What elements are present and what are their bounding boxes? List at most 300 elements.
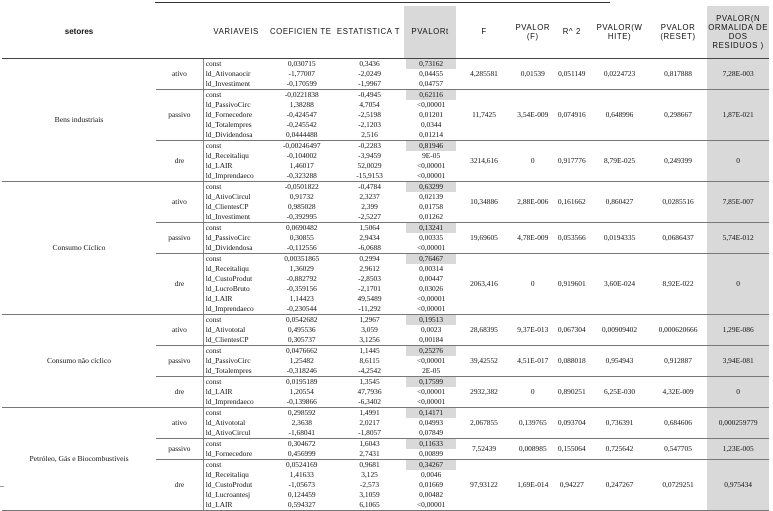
pvalue-t-list [404,407,455,438]
t-statistic-list-value: 3,059 [361,324,378,334]
coefficient-list-value: -0,318246 [286,365,317,375]
pvalue-t-list [404,253,455,314]
pvalue-reset: 0,0729251 [649,459,708,510]
variable-list-value: ld_Ativonaocir [205,68,251,78]
coefficient-list [269,459,333,510]
pvalue-normality: 0 [707,253,769,314]
coefficient-list-value: 0,0542682 [286,314,318,324]
f-value: 7,52439 [456,438,512,459]
pvalue-reset: 8,92E-022 [649,253,708,314]
pvalue-reset: 0,0285516 [649,181,708,222]
variable-list [203,438,269,459]
variable-list-value: ld_ClientesCP [205,201,249,211]
pvalue-f: 0,139765 [512,407,553,438]
variable-list [203,222,269,253]
t-statistic-list-value: 1,1445 [359,345,380,355]
pvalue-t-list-value: 0,01262 [419,211,444,221]
variable-list-value: ld_PassivoCirc [205,355,251,365]
table-row [2,407,769,438]
coefficient-list-value: -0,0501822 [284,181,319,191]
variable-list-value: ld_CustoProdut [205,479,253,489]
coefficient-list-value: -0,112556 [286,242,317,252]
pvalue-normality: 3,94E-081 [707,345,769,376]
coefficient-list [269,314,333,345]
coefficient-list-value: -0,230544 [286,303,317,313]
pvalue-t-list-value: 0,19513 [406,315,455,325]
f-value: 2,067855 [456,407,512,438]
t-statistic-list-value: 2,399 [361,201,378,211]
coefficient-list-value: 1,36029 [289,263,314,273]
coefficient-list-value: -0,139866 [286,396,317,406]
pvalue-f: 0 [512,376,553,407]
variable-list-value: const [205,140,222,150]
variable-list-value: ld_PassivoCirc [205,99,251,109]
pvalue-t-list-value: 0,34267 [406,460,455,470]
pvalue-t-list-value: 0,0023 [420,324,442,334]
variable-list-value: const [205,89,222,99]
f-value: 2932,382 [456,376,512,407]
t-statistic-list-value: -2,5227 [358,211,381,221]
pvalue-f: 0 [512,140,553,181]
f-value: 19,69605 [456,222,512,253]
variable-list [203,345,269,376]
header-estatistica: ESTATISTICA T [333,6,405,58]
variable-list-value: ld_LAIR [205,386,233,396]
pvalue-t-list-value: 0,04993 [419,417,444,427]
t-statistic-list-value: 2,0217 [359,417,380,427]
coefficient-list-value: 0,030715 [287,58,316,68]
coefficient-list-value: -0,0221838 [284,89,319,99]
pvalue-t-list-value: 0,17599 [406,377,455,387]
pvalue-f: 0 [512,253,553,314]
left-margin-mark: – [0,481,4,490]
variable-list-value: ld_LAIR [205,499,233,509]
variable-list-value: ld_CustoProdut [205,273,253,283]
variable-list-value: ld_Imprendaeco [205,303,254,313]
t-statistic-list [333,89,405,140]
pvalue-t-list-value: 0,01201 [419,109,444,119]
variable-list-value: ld_Dividendosa [205,242,253,252]
f-value: 11,7425 [456,89,512,140]
variable-list [203,140,269,181]
coefficient-list [269,58,333,89]
t-statistic-list [333,459,405,510]
f-value: 28,68395 [456,314,512,345]
variable-list-value: const [205,438,222,448]
r-squared: 0,088018 [553,345,590,376]
t-statistic-list-value: -1,8057 [358,427,381,437]
variable-list-value: const [205,314,222,324]
t-statistic-list-value: -2,1203 [358,119,381,129]
variable-list-value: ld_Ativototal [205,417,246,427]
pvalue-white: 0,736391 [590,407,649,438]
coefficient-list-value: -0,424547 [286,109,317,119]
pvalue-white: 8,79E-025 [590,140,649,181]
coefficient-list-value: -0,170599 [286,78,317,88]
coefficient-list-value: -1,77007 [288,68,315,78]
pvalue-t-list [404,314,455,345]
coefficient-list [269,345,333,376]
r-squared: 0,053566 [553,222,590,253]
pvalue-normality: 1,23E-005 [707,438,769,459]
coefficient-list-value: 1,14423 [289,293,314,303]
t-statistic-list-value: 2,9434 [359,232,380,242]
variable-list-value: ld_Dividendosa [205,129,253,139]
group-label: passivo [156,345,203,376]
f-value: 39,42552 [456,345,512,376]
pvalue-t-list [404,181,455,222]
pvalue-normality: 5,74E-012 [707,222,769,253]
t-statistic-list-value: 6,1065 [359,499,380,509]
pvalue-white: 0,247267 [590,459,649,510]
group-label: passivo [156,438,203,459]
coefficient-list-value: 0,00351865 [284,253,320,263]
pvalue-t-list-value: 0,11633 [406,439,455,449]
pvalue-f: 0,01539 [512,58,553,89]
pvalue-t-list-value: 0,13241 [406,223,455,233]
t-statistic-list-value: 2,7431 [359,448,380,458]
pvalue-t-list-value: 0,81946 [406,141,455,151]
coefficient-list-value: -1,05673 [288,479,315,489]
coefficient-list-value: 1,20554 [289,386,314,396]
variable-list-value: ld_Investiment [205,78,251,88]
pvalue-t-list-value: 0,0344 [420,119,442,129]
pvalue-t-list-value: 0,00899 [419,448,444,458]
pvalue-white: 0,0194335 [590,222,649,253]
pvalue-t-list-value: 0,03026 [419,283,444,293]
pvalue-t-list-value: 0,04757 [419,78,444,88]
header-blank [156,6,203,58]
variable-list-value: const [205,345,222,355]
pvalue-normality: 1,87E-021 [707,89,769,140]
variable-list-value: ld_Fornecedore [205,448,253,458]
t-statistic-list-value: -15,9153 [356,170,383,180]
t-statistic-list-value: -6,3402 [358,396,381,406]
pvalue-white: 3,60E-024 [590,253,649,314]
coefficient-list-value: 0,456999 [287,448,316,458]
t-statistic-list-value: -0,4784 [358,181,381,191]
t-statistic-list-value: 0,3436 [359,58,380,68]
coefficient-list-value: -0,245542 [286,119,317,129]
t-statistic-list-value: 1,4991 [359,407,380,417]
variable-list-value: const [205,459,222,469]
header-pvalor-white: PVALOR(W HITE) [590,6,649,58]
r-squared: 0,051149 [553,58,590,89]
coefficient-list [269,376,333,407]
pvalue-t-list-value: 0,73162 [406,59,455,69]
header-row [2,6,769,58]
r-squared: 0,155064 [553,438,590,459]
pvalue-reset: 4,32E-009 [649,376,708,407]
pvalue-t-list-value: <0,00001 [417,170,446,180]
pvalue-t-list-value: 0,0046 [420,469,442,479]
f-value: 4,285581 [456,58,512,89]
pvalue-f: 4,51E-017 [512,345,553,376]
variable-list-value: ld_ClientesCP [205,334,249,344]
variable-list-value: ld_Investiment [205,211,251,221]
variable-list-value: ld_Lucroantesj [205,489,251,499]
t-statistic-list [333,140,405,181]
t-statistic-list-value: 2,516 [361,129,378,139]
pvalue-white: 0,00909402 [590,314,649,345]
r-squared: 0,067304 [553,314,590,345]
header-pvalort: PVALORt [404,6,455,58]
coefficient-list-value: 0,0476662 [286,345,318,355]
variable-list [203,181,269,222]
r-squared: 0,074916 [553,89,590,140]
pvalue-t-list [404,58,455,89]
t-statistic-list-value: 3,125 [361,469,378,479]
variable-list [203,407,269,438]
group-label: ativo [156,407,203,438]
t-statistic-list-value: 4,7054 [359,99,380,109]
pvalue-white: 0,725642 [590,438,649,459]
pvalue-t-list-value: 0,00482 [419,489,444,499]
pvalue-t-list-value: 0,00314 [419,263,444,273]
pvalue-t-list [404,222,455,253]
variable-list [203,89,269,140]
variable-list-value: const [205,58,222,68]
variable-list [203,58,269,89]
pvalue-t-list-value: 0,00447 [419,273,444,283]
coefficient-list [269,181,333,222]
t-statistic-list [333,438,405,459]
t-statistic-list-value: 1,5064 [359,222,380,232]
r-squared: 0,94227 [553,459,590,510]
variable-list-value: ld_Imprendaeco [205,396,254,406]
t-statistic-list-value: -2,1701 [358,283,381,293]
header-f: F [456,6,512,58]
variable-list-value: ld_Receitaliqu [205,469,249,479]
f-value: 3214,616 [456,140,512,181]
pvalue-f: 4,78E-009 [512,222,553,253]
pvalue-t-list-value: <0,00001 [417,386,446,396]
pvalue-t-list [404,89,455,140]
group-label: dre [156,253,203,314]
coefficient-list-value: -0,359156 [286,283,317,293]
variable-list-value: ld_Imprendaeco [205,170,254,180]
pvalue-t-list-value: <0,00001 [417,303,446,313]
t-statistic-list [333,407,405,438]
pvalue-t-list-value: <0,00001 [417,99,446,109]
header-coeficiente: COEFICIEN TE [269,6,333,58]
coefficient-list-value: 0,91732 [289,191,314,201]
t-statistic-list-value: 47,7936 [357,386,382,396]
pvalue-f: 2,88E-006 [512,181,553,222]
t-statistic-list [333,181,405,222]
coefficient-list-value: -0,392995 [286,211,317,221]
t-statistic-list-value: 52,0029 [357,160,382,170]
t-statistic-list-value: -0,2283 [358,140,381,150]
t-statistic-list-value: 3,1059 [359,489,380,499]
pvalue-white: 6,25E-030 [590,376,649,407]
pvalue-t-list-value: 0,62116 [406,90,455,100]
pvalue-normality: 7,85E-007 [707,181,769,222]
coefficient-list [269,140,333,181]
pvalue-reset: 0,0686437 [649,222,708,253]
pvalue-f: 3,54E-009 [512,89,553,140]
variable-list-value: ld_LAIR [205,293,233,303]
pvalue-t-list-value: <0,00001 [417,160,446,170]
pvalue-t-list-value: 0,00335 [419,232,444,242]
sector-name: Consumo não cíclico [2,314,156,407]
coefficient-list-value: 0,298592 [287,407,316,417]
t-statistic-list-value: -2,5198 [358,109,381,119]
sector-name: Petróleo, Gás e Biocombustíveis [2,407,156,510]
variable-list-value: ld_LAIR [205,160,233,170]
pvalue-t-list-value: <0,00001 [417,293,446,303]
coefficient-list-value: 0,30855 [289,232,314,242]
r-squared: 0,161662 [553,181,590,222]
variable-list-value: ld_LucroBruto [205,283,250,293]
variable-list-value: ld_AtivoCircul [205,191,251,201]
pvalue-normality: 0,975434 [707,459,769,510]
variable-list-value: const [205,253,222,263]
pvalue-t-list-value: 0,02139 [419,191,444,201]
t-statistic-list [333,222,405,253]
t-statistic-list [333,345,405,376]
r-squared: 0,890251 [553,376,590,407]
t-statistic-list-value: -3,9459 [358,150,381,160]
t-statistic-list-value: -4,2542 [358,365,381,375]
group-label: dre [156,140,203,181]
table-row [2,58,769,89]
variable-list-value: ld_Receitaliqu [205,150,249,160]
pvalue-f: 0,008985 [512,438,553,459]
pvalue-t-list [404,376,455,407]
pvalue-t-list-value: <0,00001 [417,355,446,365]
variable-list [203,314,269,345]
pvalue-t-list-value: 0,25276 [406,346,455,356]
t-statistic-list [333,376,405,407]
pvalue-reset: 0,547705 [649,438,708,459]
f-value: 2063,416 [456,253,512,314]
r-squared: 0,919601 [553,253,590,314]
coefficient-list [269,89,333,140]
group-label: passivo [156,222,203,253]
t-statistic-list-value: -2,0249 [358,68,381,78]
t-statistic-list-value: 8,6115 [359,355,380,365]
f-value: 97,93122 [456,459,512,510]
header-pvalor-reset: PVALOR (RESET) [649,6,708,58]
pvalue-white: 0,0224723 [590,58,649,89]
table-body [2,58,769,510]
t-statistic-list-value: -2,573 [359,479,380,489]
t-statistic-list-value: 49,5489 [357,293,382,303]
coefficient-list [269,407,333,438]
table-row [2,314,769,345]
sector-name: Bens industriais [2,58,156,181]
pvalue-t-list [404,438,455,459]
coefficient-list-value: 1,41633 [289,469,314,479]
pvalue-reset: 0,298667 [649,89,708,140]
pvalue-t-list-value: 0,01669 [419,479,444,489]
coefficient-list-value: 0,594327 [287,499,316,509]
pvalue-t-list-value: 0,14171 [406,408,455,418]
variable-list-value: ld_Totalempres [205,365,252,375]
pvalue-white: 0,954943 [590,345,649,376]
pvalue-t-list [404,140,455,181]
t-statistic-list-value: -1,9967 [358,78,381,88]
r-squared: 0,093704 [553,407,590,438]
coefficient-list-value: 0,0444488 [286,129,318,139]
pvalue-white: 0,860427 [590,181,649,222]
coefficient-list-value: 0,304672 [287,438,316,448]
t-statistic-list-value: 1,6043 [359,438,380,448]
pvalue-t-list-value: <0,00001 [417,499,446,509]
variable-list-value: ld_AtivoCircul [205,427,251,437]
pvalue-t-list-value: <0,00001 [417,242,446,252]
coefficient-list-value: 0,985028 [287,201,316,211]
header-setores: setores [2,6,156,58]
variable-list [203,459,269,510]
group-label: ativo [156,314,203,345]
coefficient-list-value: -0,323288 [286,170,317,180]
pvalue-t-list-value: 9E-05 [422,150,441,160]
header-variaveis: VARIAVEIS [203,6,269,58]
variable-list-value: ld_Receitaliqu [205,263,249,273]
coefficient-list [269,222,333,253]
t-statistic-list-value: 1,3545 [359,376,380,386]
sector-name: Consumo Cíclico [2,181,156,314]
pvalue-t-list-value: 0,04455 [419,68,444,78]
f-value: 10,34886 [456,181,512,222]
pvalue-t-list-value: 0,01758 [419,201,444,211]
coefficient-list-value: 0,305737 [287,334,316,344]
t-statistic-list-value: -6,0688 [358,242,381,252]
t-statistic-list-value: 3,1256 [359,334,380,344]
pvalue-normality: 7,28E-003 [707,58,769,89]
regression-results-table [2,6,769,511]
group-label: dre [156,459,203,510]
top-rule [155,2,610,3]
t-statistic-list-value: -2,8503 [358,273,381,283]
variable-list-value: const [205,407,222,417]
coefficient-list [269,438,333,459]
group-label: ativo [156,181,203,222]
coefficient-list-value: -1,68041 [288,427,315,437]
t-statistic-list [333,314,405,345]
coefficient-list-value: -0,882792 [286,273,317,283]
coefficient-list-value: 1,46017 [289,160,314,170]
coefficient-list-value: -0,00246497 [282,140,321,150]
variable-list-value: ld_Fornecedore [205,109,253,119]
pvalue-t-list-value: <0,00001 [417,396,446,406]
header-pvalor-f: PVALOR (F) [512,6,553,58]
pvalue-normality: 1,29E-086 [707,314,769,345]
t-statistic-list-value: 2,3237 [359,191,380,201]
coefficient-list-value: 1,25482 [289,355,314,365]
pvalue-reset: 0,000620666 [649,314,708,345]
header-pvalor-normalidade: PVALOR(N ORMALIDA DE DOS RESIDUOS ) [707,6,769,58]
pvalue-t-list-value: 0,07849 [419,427,444,437]
variable-list-value: ld_Ativototal [205,324,246,334]
t-statistic-list-value: -11,292 [358,303,381,313]
variable-list-value: const [205,222,222,232]
variable-list-value: ld_PassivoCirc [205,232,251,242]
pvalue-t-list-value: 0,01214 [419,129,444,139]
group-label: passivo [156,89,203,140]
coefficient-list-value: 0,0524169 [286,459,318,469]
variable-list-value: ld_Totalempres [205,119,252,129]
pvalue-normality: 0 [707,140,769,181]
pvalue-normality: 0 [707,376,769,407]
pvalue-t-list [404,345,455,376]
variable-list [203,376,269,407]
t-statistic-list [333,58,405,89]
pvalue-t-list [404,459,455,510]
pvalue-f: 9,37E-013 [512,314,553,345]
